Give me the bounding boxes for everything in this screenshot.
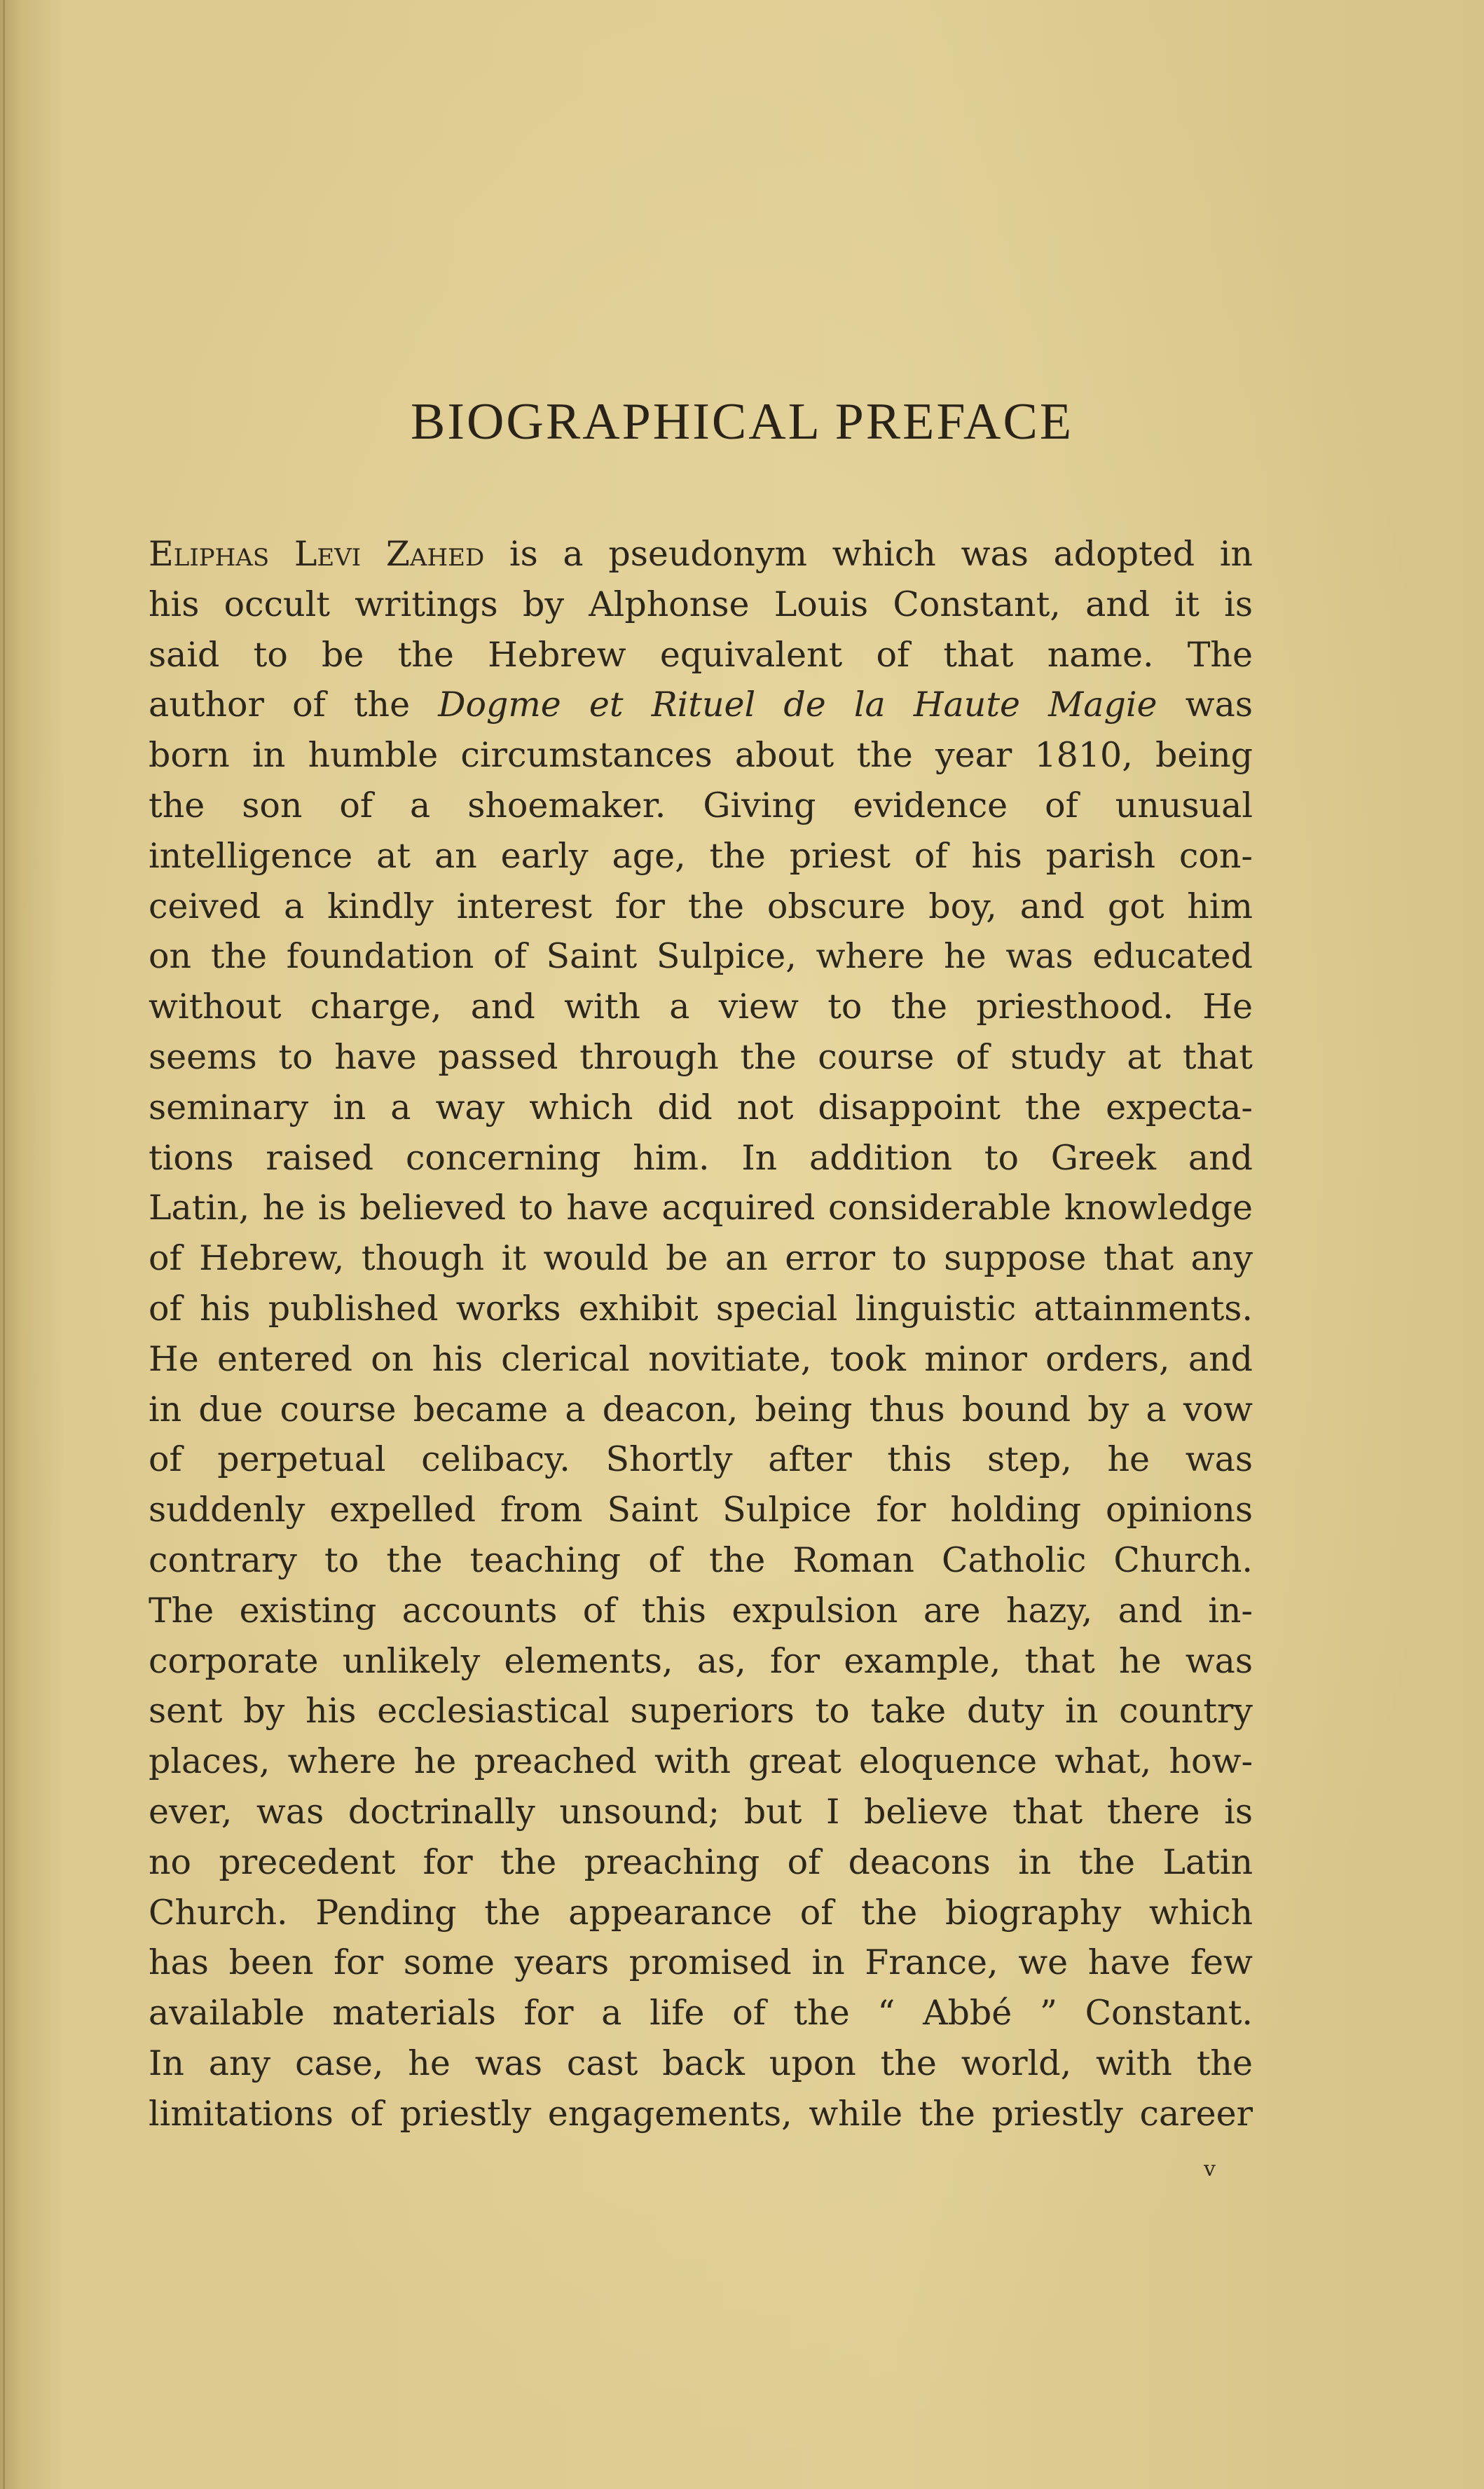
text-line-18: in due course became a deacon, being thus bound by a vow [149,1389,1253,1429]
text-line-6: the son of a shoemaker. Giving evidence of unusual [149,785,1253,825]
text-line-15: of Hebrew, though it would be an error to suppose that any [149,1238,1253,1279]
author-pseudonym: Eliphas Levi Zahed [149,534,485,574]
book-title-italic: Dogme et Rituel de la Haute Magie [438,685,1157,725]
text-line-32: limitations of priestly engagements, while the priestly career [149,2093,1253,2134]
text-line-16: of his published works exhibit special linguistic attainments. [149,1288,1253,1329]
text-line-12: seminary in a way which did not disappoint the expecta- [149,1087,1253,1127]
text-line-30: available materials for a life of the “ Abbé ” Constant. [149,1993,1253,2034]
text-line-29: has been for some years promised in France, we have few [149,1942,1253,1983]
text-line-2: his occult writings by Alphonse Louis Constant, and it is [149,584,1253,624]
text-line-7: intelligence at an early age, the priest of his parish con- [149,835,1253,876]
text-line-23: corporate unlikely elements, as, for example, that he was [149,1640,1253,1681]
text-line-1: Eliphas Levi Zahed is a pseudonym which was adopted in [149,534,1253,574]
text-line-24: sent by his ecclesiastical superiors to take duty in country [149,1691,1253,1732]
text-line-9: on the foundation of Saint Sulpice, where he was educated [149,936,1253,977]
preface-body [149,529,1253,2139]
text-line-22: The existing accounts of this expulsion are hazy, and in- [149,1590,1253,1631]
text-line-28: Church. Pending the appearance of the biography which [149,1892,1253,1933]
text-line-26: ever, was doctrinally unsound; but I believe that there is [149,1791,1253,1832]
text-line-8: ceived a kindly interest for the obscure boy, and got him [149,886,1253,926]
text-line-19: of perpetual celibacy. Shortly after this step, he was [149,1439,1253,1480]
page-title: BIOGRAPHICAL PREFACE [410,393,1074,451]
text-line-31: In any case, he was cast back upon the world, with the [149,2043,1253,2083]
text-line-5: born in humble circumstances about the year 1810, being [149,735,1253,776]
text-line-11: seems to have passed through the course of study at that [149,1036,1253,1077]
binding-gutter [3,0,5,2489]
text-line-21: contrary to the teaching of the Roman Catholic Church. [149,1540,1253,1580]
text-line-20: suddenly expelled from Saint Sulpice for holding opinions [149,1490,1253,1530]
text-line-17: He entered on his clerical novitiate, took minor orders, and [149,1338,1253,1379]
page-number: v [1204,2157,1216,2181]
text-line-14: Latin, he is believed to have acquired considerable knowledge [149,1188,1253,1228]
text-line-4: author of the Dogme et Rituel de la Haute Magie was [149,685,1253,725]
text-line-3: said to be the Hebrew equivalent of that name. The [149,634,1253,675]
text-line-25: places, where he preached with great eloquence what, how- [149,1741,1253,1782]
text-line-27: no precedent for the preaching of deacons in the Latin [149,1842,1253,1882]
text-line-10: without charge, and with a view to the priesthood. He [149,987,1253,1027]
text-line-13: tions raised concerning him. In addition to Greek and [149,1137,1253,1178]
